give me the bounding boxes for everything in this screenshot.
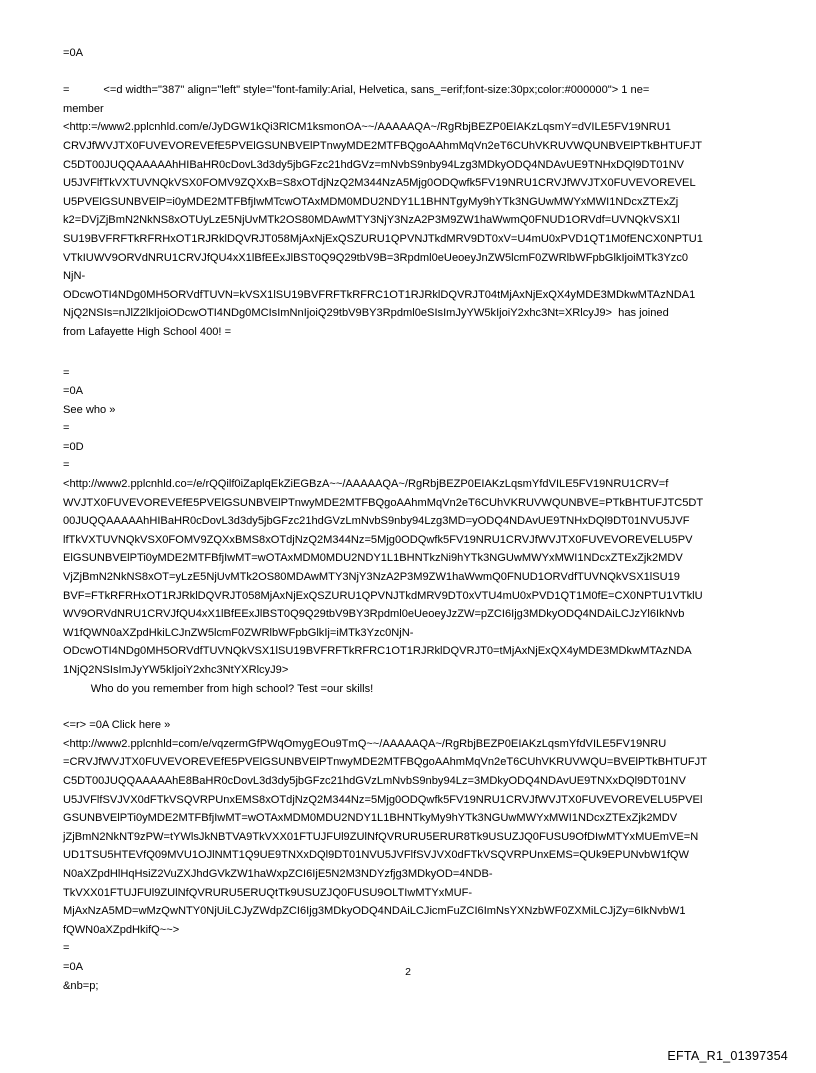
spacer — [63, 342, 775, 364]
email-text-body — [63, 44, 775, 995]
text-line: ODcwOTI4NDg0MH5ORVdfTUVN=kVSX1lSU19BVFRFTkRFRC1OT1RJRklDQVRJT04tMjAxNjExQX4yMDE3MDkwMTAzNDA1 — [63, 288, 696, 301]
text-line: =0D — [63, 440, 84, 453]
text-line: TkVXX01FTUJFUl9ZUlNfQVRURU5ERUQtTk9USUZJQ0FUSU9OLTIwMTYxMUF- — [63, 886, 473, 899]
text-line: N0aXZpdHlHqHsiZ2VuZXJhdGVkZW1haWxpZCI6IjE5N2M3NDYzfjg3MDkyOD=4NDB- — [63, 867, 493, 880]
text-line: =0A — [63, 960, 84, 973]
text-line: <http:=/www2.pplcnhld.com/e/JyDGW1kQi3RlCM1ksmonOA~~/AAAAAQA~/RgRbjBEZP0EIAKzLqsmY=dVILE5FV19NRU1 — [63, 121, 671, 134]
text-line — [63, 63, 775, 82]
text-line: CRVJfWVJTX0FUVEVOREVEfE5PVElGSUNBVElPTnwyMDE2MTFBQgoAAhmMqVn2eT6CUhVKRUVWQUNBVElPTkBHTUFJT — [63, 139, 703, 152]
text-line: ElGSUNBVElPTi0yMDE2MTFBfjIwMT=wOTAxMDM0MDU2NDY1L1BHNTkzNi9hYTk3NGUwMWYxMWI1NDcxZTExZjk2MDV — [63, 552, 683, 565]
text-line: <http://www2.pplcnhld=com/e/vqzermGfPWqOmygEOu9TmQ~~/AAAAAQA~/RgRbjBEZP0EIAKzLqsmYfdVILE5FV19NRU — [63, 737, 667, 750]
text-line: <=r> =0A Click here » — [63, 719, 171, 732]
text-line: = — [63, 422, 70, 435]
text-line: = — [63, 942, 70, 955]
text-line: See who » — [63, 403, 116, 416]
text-line: UD1TSU5HTEVfQ09MVU1OJlNMT1Q9UE9TNXxDQl9DT01NVU5JVFlfSVJVX0dFTkVSQVRPUnxEMS=QUk9EPUNvbW1fQW — [63, 849, 690, 862]
text-line: =CRVJfWVJTX0FUVEVOREVEfE5PVElGSUNBVElPTnwyMDE2MTFBQgoAAhmMqVn2eT6CUhVKRUVWQU=BVElPTkBHTUFJT — [63, 756, 708, 769]
text-line: BVF=FTkRFRHxOT1RJRklDQVRJT058MjAxNjExQSZURU1QPVNJTkdMRV9DT0xVTU4mU0xPVD1QT1M0fE=CX0NPTU1VTklU — [63, 589, 703, 602]
text-line: SU19BVFRFTkRFRHxOT1RJRklDQVRJT058MjAxNjExQSZURU1QPVNJTkdMRV9DT0xV=U4mU0xPVD1QT1M0fENCX0NPTU1 — [63, 232, 703, 245]
text-line: member — [63, 102, 104, 115]
text-line: fQWN0aXZpdHkifQ~~> — [63, 923, 180, 936]
text-line: ODcwOTI4NDg0MH5ORVdfTUVNQkVSX1lSU19BVFRFTkRFRC1OT1RJRklDQVRJT0=tMjAxNjExQX4yMDE3MDkwMTAzNDA — [63, 645, 692, 658]
text-line: &nb=p; — [63, 979, 99, 992]
text-line: C5DT00JUQQAAAAAhE8BaHR0cDovL3d3dy5jbGFzc21hdGVzLmNvbS9nby94Lz=3MDkyODQ4NDAvUE9TNXxDQl9DT01NV — [63, 774, 686, 787]
text-line: =0A — [63, 385, 84, 398]
text-line: WV9ORVdNRU1CRVJfQU4xX1lBfEExJlBST0Q9Q29tbV9BY3Rpdml0eUeoeyJzZW=pZCI6Ijg3MDkyODQ4NDAiLCJzYl6IkNvb — [63, 608, 685, 621]
text-line: NjN- — [63, 270, 86, 283]
text-line: Who do you remember from high school? Test =our skills! — [63, 682, 374, 695]
text-line: U5PVElGSUNBVElP=i0yMDE2MTFBfjIwMTcwOTAxMDM0MDU2NDY1L1BHNTgyMy9hYTk3NGUwMWYxMWI1NDcxZTExZj — [63, 195, 679, 208]
text-line: 00JUQQAAAAAhHIBaHR0cDovL3d3dy5jbGFzc21hdGVzLmNvbS9nby94Lzg3MD=yODQ4NDAvUE9TNHxDQl9DT01NVU5JVF — [63, 515, 690, 528]
text-line: k2=DVjZjBmN2NkNS8xOTUyLzE5NjUvMTk2OS80MDAwMTY3NjY3NzA2P3M9ZW1haWwmQ0FNUD1ORVdf=UVNQkVSX1l — [63, 214, 680, 227]
text-line: NjQ2NSIs=nJlZ2lkIjoiODcwOTI4NDg0MCIsImNnIjoiQ29tbV9BY3Rpdml0eSIsImJyYW5kIjoiY2xhc3Nt=XRlcyJ9> has joined — [63, 307, 669, 320]
page-number: 2 — [405, 966, 411, 978]
text-line: jZjBmN2NkNT9zPW=tYWlsJkNBTVA9TkVXX01FTUJFUl9ZUlNfQVRURU5ERUR8Tk9USUZJQ0FUSU9OfDIwMTYxMUEmVE=N — [63, 830, 699, 843]
text-line: = — [63, 459, 70, 472]
text-line: 1NjQ2NSIsImJyYW5kIjoiY2xhc3NtYXRlcyJ9> — [63, 664, 289, 676]
text-line: lfTkVXTUVNQkVSX0FOMV9ZQXxBMS8xOTdjNzQ2M344Nz=5Mjg0ODQwfk5FV19NRU1CRVJfWVJTX0FUVEVOREVELU5PV — [63, 533, 693, 546]
text-line: U5JVFlfSVJVX0dFTkVSQVRPUnxEMS8xOTdjNzQ2M344Nz=5Mjg0ODQwfk5FV19NRU1CRVJfWVJTX0FUVEVOREVELU5PVEl — [63, 793, 703, 806]
text-line: from Lafayette High School 400! = — [63, 325, 232, 338]
text-line: VjZjBmN2NkNS8xOT=yLzE5NjUvMTk2OS80MDAwMTY3NjY3NzA2P3M9ZW1haWwmQ0FNUD1ORVdfTUVNQkVSX1lSU19 — [63, 571, 680, 584]
click-here-paragraph — [63, 716, 775, 995]
text-line: VTkIUWV9ORVdNRU1CRVJfQU4xX1lBfEExJlBST0Q9Q29tbV9B=3Rpdml0eUeoeyJnZW5lcmF0ZWRlbWFpbGlkIjoiMTk3Yzc0 — [63, 251, 689, 264]
document-id: EFTA_R1_01397354 — [667, 1049, 788, 1063]
text-line: GSUNBVElPTi0yMDE2MTFBfjIwMT=wOTAxMDM0MDU2NDY1L1BHNTkyMy9hYTk3NGUwMWYxMWI1NDcxZTExZjk2MDV — [63, 812, 678, 825]
see-who-paragraph — [63, 364, 775, 699]
text-line: = <=d width="387" align="left" style="font-family:Arial, Helvetica, sans_=erif;font-size:30px;color:#000000"> 1 ne= — [63, 84, 650, 97]
text-line: =0A — [63, 47, 84, 59]
text-line: <http://www2.pplcnhld.co=/e/rQQilf0iZaplqEkZiEGBzA~~/AAAAAQA~/RgRbjBEZP0EIAKzLqsmYfdVILE5FV19NRU1CRV=f — [63, 478, 669, 491]
spacer — [63, 698, 775, 716]
text-line: W1fQWN0aXZpdHkiLCJnZW5lcmF0ZWRlbWFpbGlkIj=iMTk3Yzc0NjN- — [63, 626, 414, 639]
text-line: = — [63, 366, 70, 379]
newmember-paragraph — [63, 44, 775, 342]
text-line: U5JVFlfTkVXTUVNQkVSX0FOMV9ZQXxB=S8xOTdjNzQ2M344NzA5Mjg0ODQwfk5FV19NRU1CRVJfWVJTX0FUVEVOREVEL — [63, 177, 696, 190]
text-line: WVJTX0FUVEVOREVEfE5PVElGSUNBVElPTnwyMDE2MTFBQgoAAhmMqVn2eT6CUhVKRUVWQUNBVE=PTkBHTUFJTC5DT — [63, 496, 704, 509]
text-line: C5DT00JUQQAAAAAhHIBaHR0cDovL3d3dy5jbGFzc21hdGVz=mNvbS9nby94Lzg3MDkyODQ4NDAvUE9TNHxDQl9DT01NV — [63, 158, 684, 171]
text-line: MjAxNzA5MD=wMzQwNTY0NjUiLCJyZWdpZCI6Ijg3MDkyODQ4NDAiLCJicmFuZCI6ImNsYXNzbWF0ZXMiLCJjZy=6IkNvbW1 — [63, 905, 686, 918]
